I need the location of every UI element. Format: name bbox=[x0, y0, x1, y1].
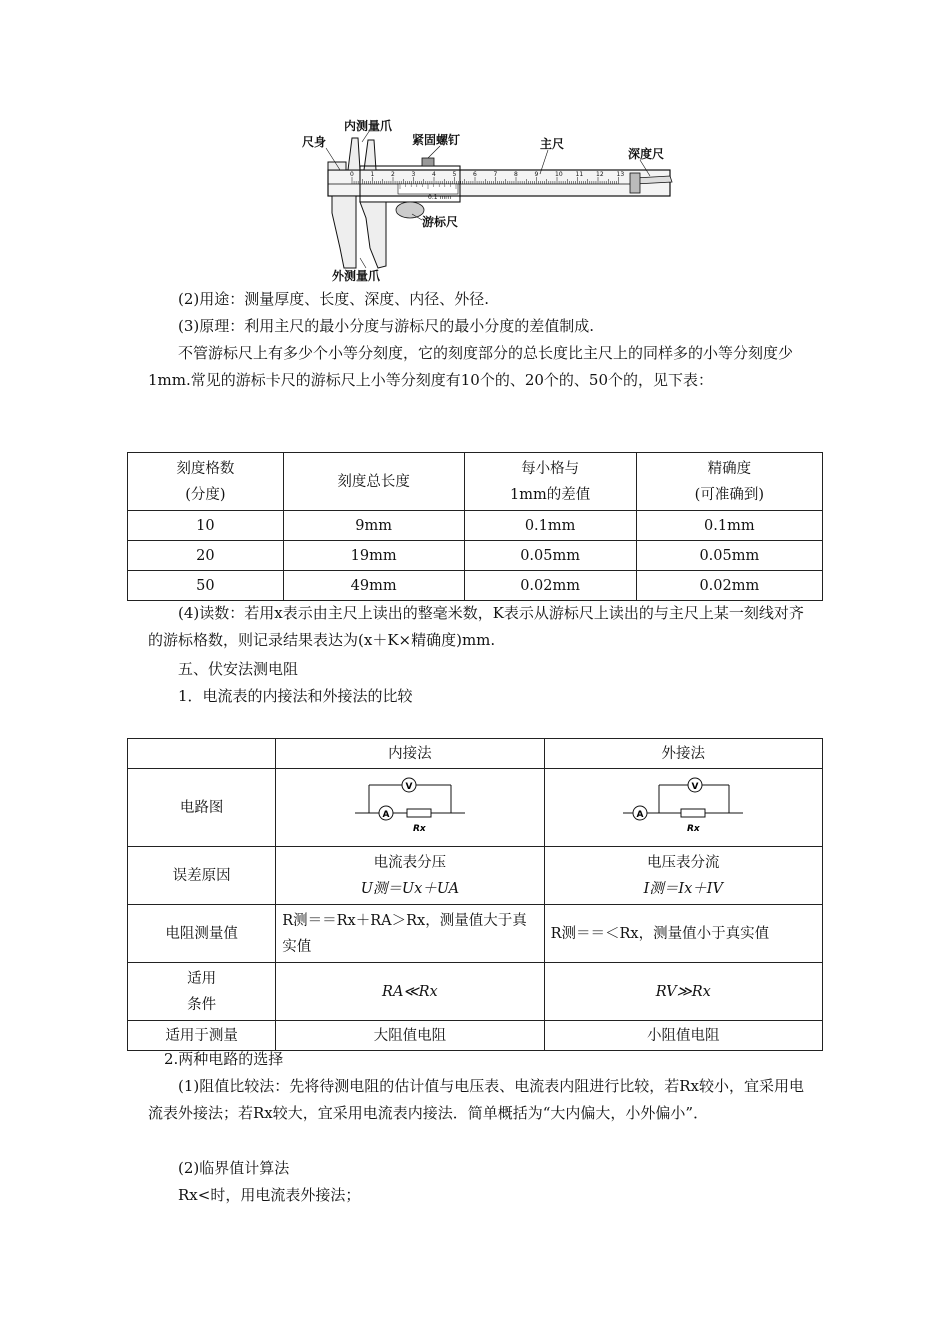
paragraph-critical-method: (2)临界值计算法 bbox=[178, 1159, 290, 1177]
resistor-label: Rx bbox=[687, 824, 701, 834]
label-main-scale: 主尺 bbox=[540, 137, 565, 151]
outer-circuit-cell bbox=[544, 769, 822, 847]
paragraph-reading: (4)读数：若用x表示由主尺上读出的整毫米数，K表示从游标尺上读出的与主尺上某一刻线对齐的游标格数，则记录结果表达为(x＋K×精确度)mm. bbox=[148, 604, 804, 649]
scale-number: 2 bbox=[391, 171, 395, 178]
error-inner-title: 电流表分压 bbox=[373, 854, 447, 871]
scale-number: 8 bbox=[514, 171, 518, 178]
ammeter-label: A bbox=[382, 810, 390, 820]
label-depth-rod: 深度尺 bbox=[628, 147, 665, 161]
section-title: 五、伏安法测电阻 bbox=[178, 660, 299, 678]
use-inner: 大阻值电阻 bbox=[276, 1021, 544, 1051]
condition-outer: RV≫Rx bbox=[544, 963, 822, 1021]
table-row bbox=[128, 511, 823, 541]
measure-outer: R测＝＝＜Rx，测量值小于真实值 bbox=[544, 905, 822, 963]
table-row bbox=[128, 769, 823, 847]
label-lock-screw: 紧固螺钉 bbox=[412, 133, 461, 147]
row-circuit-label: 电路图 bbox=[128, 769, 276, 847]
outer-circuit-diagram bbox=[623, 769, 743, 837]
scale-number: 11 bbox=[575, 171, 584, 178]
paragraph-critical-rule: Rx<时，用电流表外接法； bbox=[178, 1186, 361, 1204]
scale-number: 10 bbox=[555, 171, 563, 178]
cell: 0.05mm bbox=[636, 541, 822, 571]
paragraph-explanation: 不管游标尺上有多少个小等分刻度，它的刻度部分的总长度比主尺上的同样多的小等分刻度少1mm.常见的游标卡尺的游标尺上小等分刻度有10个的、20个的、50个的，见下表： bbox=[148, 344, 794, 389]
cell: 0.05mm bbox=[464, 541, 636, 571]
error-inner-formula: U测＝Ux＋UA bbox=[360, 880, 460, 897]
table-row bbox=[128, 963, 823, 1021]
paragraph-principle: (3)原理：利用主尺的最小分度与游标尺的最小分度的差值制成. bbox=[178, 317, 595, 335]
row-measure-label: 电阻测量值 bbox=[128, 905, 276, 963]
voltmeter-label: V bbox=[405, 782, 413, 792]
cell: 10 bbox=[128, 511, 284, 541]
table-row bbox=[128, 571, 823, 601]
cell: 20 bbox=[128, 541, 284, 571]
scale-number: 3 bbox=[411, 171, 416, 178]
label-vernier: 游标尺 bbox=[422, 215, 459, 229]
inner-circuit-diagram bbox=[355, 769, 465, 837]
header-inner: 内接法 bbox=[276, 739, 544, 769]
ammeter-label: A bbox=[636, 810, 644, 820]
label-ruler-body: 尺身 bbox=[302, 135, 327, 149]
cell: 0.02mm bbox=[636, 571, 822, 601]
scale-number: 4 bbox=[432, 171, 436, 178]
scale-number: 12 bbox=[596, 171, 604, 178]
condition-inner: RA≪Rx bbox=[276, 963, 544, 1021]
cell: 0.02mm bbox=[464, 571, 636, 601]
error-outer-title: 电压表分流 bbox=[647, 854, 720, 871]
use-outer: 小阻值电阻 bbox=[544, 1021, 822, 1051]
measure-inner: R测＝＝Rx＋RA＞Rx，测量值大于真实值 bbox=[276, 905, 544, 963]
scale-number: 13 bbox=[616, 171, 625, 178]
cell: 0.1mm bbox=[636, 511, 822, 541]
vernier-caliper-figure bbox=[300, 118, 680, 286]
error-outer-cell bbox=[544, 847, 822, 905]
scale-number: 1 bbox=[370, 171, 375, 178]
cell bbox=[128, 739, 276, 769]
resistor-label: Rx bbox=[412, 824, 426, 834]
scale-number: 6 bbox=[473, 171, 477, 178]
paragraph-usage: (2)用途：测量厚度、长度、深度、内径、外径. bbox=[178, 290, 490, 308]
scale-number: 9 bbox=[534, 171, 539, 178]
label-outer-jaws: 外测量爪 bbox=[332, 269, 381, 283]
error-outer-formula: I测＝Ix＋IV bbox=[643, 880, 723, 897]
table-row bbox=[128, 541, 823, 571]
inner-circuit-cell bbox=[276, 769, 544, 847]
scale-number: 0 bbox=[350, 171, 354, 178]
header-precision: 精确度 (可准确到) bbox=[636, 453, 822, 511]
cell: 50 bbox=[128, 571, 284, 601]
comparison-table bbox=[127, 738, 823, 1051]
error-inner-cell bbox=[276, 847, 544, 905]
precision-mark: 0.1 mm bbox=[428, 194, 452, 201]
scale-number: 5 bbox=[452, 171, 457, 178]
header-difference: 每小格与 1mm的差值 bbox=[464, 453, 636, 511]
paragraph-selection: 2.两种电路的选择 bbox=[164, 1050, 284, 1068]
table-row bbox=[128, 905, 823, 963]
row-error-label: 误差原因 bbox=[128, 847, 276, 905]
header-outer: 外接法 bbox=[544, 739, 822, 769]
cell: 9mm bbox=[283, 511, 464, 541]
scale-number: 7 bbox=[493, 171, 498, 178]
row-condition-label: 适用 条件 bbox=[128, 963, 276, 1021]
row-use-label: 适用于测量 bbox=[128, 1021, 276, 1051]
header-total-length: 刻度总长度 bbox=[283, 453, 464, 511]
header-divisions: 刻度格数 (分度) bbox=[128, 453, 284, 511]
cell: 0.1mm bbox=[464, 511, 636, 541]
subsection-title: 1．电流表的内接法和外接法的比较 bbox=[178, 687, 413, 705]
paragraph-comparison-method: (1)阻值比较法：先将待测电阻的估计值与电压表、电流表内阻进行比较，若Rx较小，宜采用电流表外接法；若Rx较大，宜采用电流表内接法．简单概括为“大内偏大，小外偏小”． bbox=[148, 1077, 805, 1122]
label-inner-jaws: 内测量爪 bbox=[344, 119, 393, 133]
table-row bbox=[128, 847, 823, 905]
cell: 19mm bbox=[283, 541, 464, 571]
cell: 49mm bbox=[283, 571, 464, 601]
vernier-table bbox=[127, 452, 823, 601]
voltmeter-label: V bbox=[691, 782, 699, 792]
